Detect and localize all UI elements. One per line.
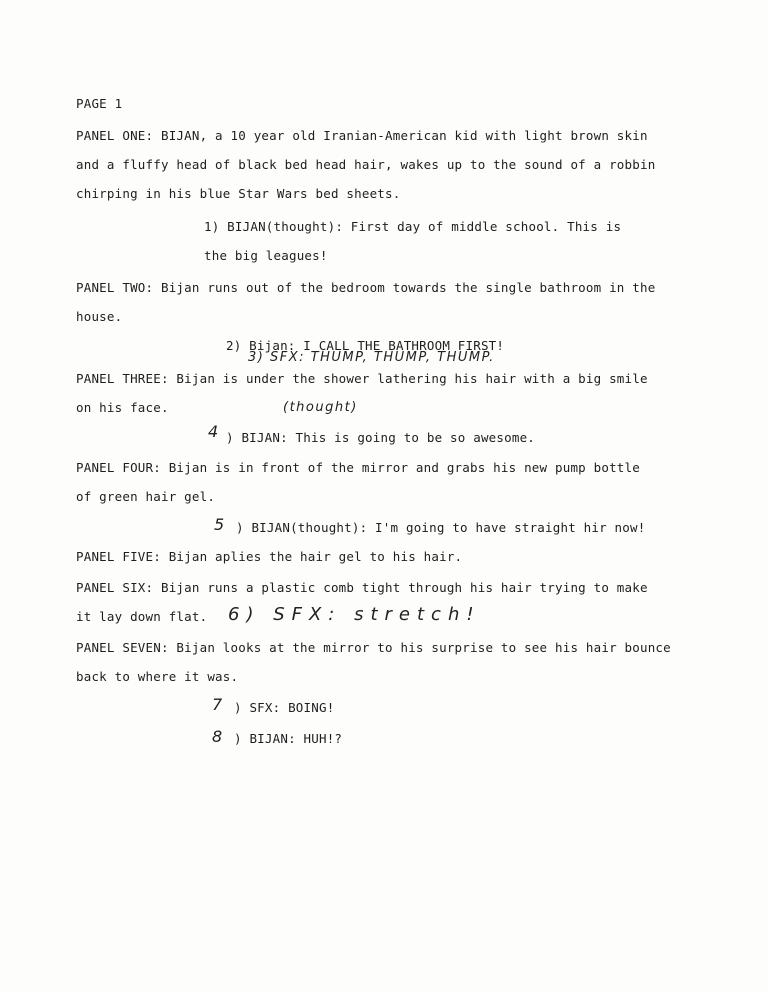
handwritten-number-4: 4: [208, 422, 219, 441]
panel-seven-line-1: PANEL SEVEN: Bijan looks at the mirror to his surprise to see his hair bounce: [76, 640, 671, 655]
panel-one-line-1: PANEL ONE: BIJAN, a 10 year old Iranian-American kid with light brown skin: [76, 128, 648, 143]
handwritten-sfx-stretch: 6) SFX: stretch!: [228, 604, 481, 625]
panel-one-line-2: and a fluffy head of black bed head hair, wakes up to the sound of a robbin: [76, 157, 656, 172]
handwritten-sfx-thump: 3) SFX: THUMP, THUMP, THUMP.: [248, 350, 495, 365]
panel-one-line-3: chirping in his blue Star Wars bed sheets.: [76, 186, 401, 201]
panel-three-line-2: on his face.: [76, 400, 169, 415]
panel-seven-line-2: back to where it was.: [76, 669, 239, 684]
page-header: PAGE 1: [76, 96, 123, 111]
panel-two-line-2: house.: [76, 309, 123, 324]
panel-four-line-1: PANEL FOUR: Bijan is in front of the mirror and grabs his new pump bottle: [76, 460, 640, 475]
panel-three-line-1: PANEL THREE: Bijan is under the shower lathering his hair with a big smile: [76, 371, 648, 386]
dialogue-4: ) BIJAN: This is going to be so awesome.: [226, 430, 536, 445]
dialogue-1-line-2: the big leagues!: [204, 248, 328, 263]
dialogue-7: ) SFX: BOING!: [234, 700, 335, 715]
panel-five: PANEL FIVE: Bijan aplies the hair gel to his hair.: [76, 549, 463, 564]
dialogue-2: 2) Bijan: I CALL THE BATHROOM FIRST!: [226, 338, 505, 353]
handwritten-number-8: 8: [212, 727, 223, 746]
panel-six-line-1: PANEL SIX: Bijan runs a plastic comb tight through his hair trying to make: [76, 580, 648, 595]
dialogue-8: ) BIJAN: HUH!?: [234, 731, 343, 746]
panel-six-line-2: it lay down flat.: [76, 609, 208, 624]
panel-two-line-1: PANEL TWO: Bijan runs out of the bedroom towards the single bathroom in the: [76, 280, 656, 295]
dialogue-1-line-1: 1) BIJAN(thought): First day of middle school. This is: [204, 219, 622, 234]
dialogue-5: ) BIJAN(thought): I'm going to have straight hir now!: [236, 520, 646, 535]
panel-four-line-2: of green hair gel.: [76, 489, 216, 504]
handwritten-thought: (thought): [283, 400, 358, 415]
handwritten-number-7: 7: [212, 695, 223, 714]
handwritten-number-5: 5: [214, 515, 225, 534]
